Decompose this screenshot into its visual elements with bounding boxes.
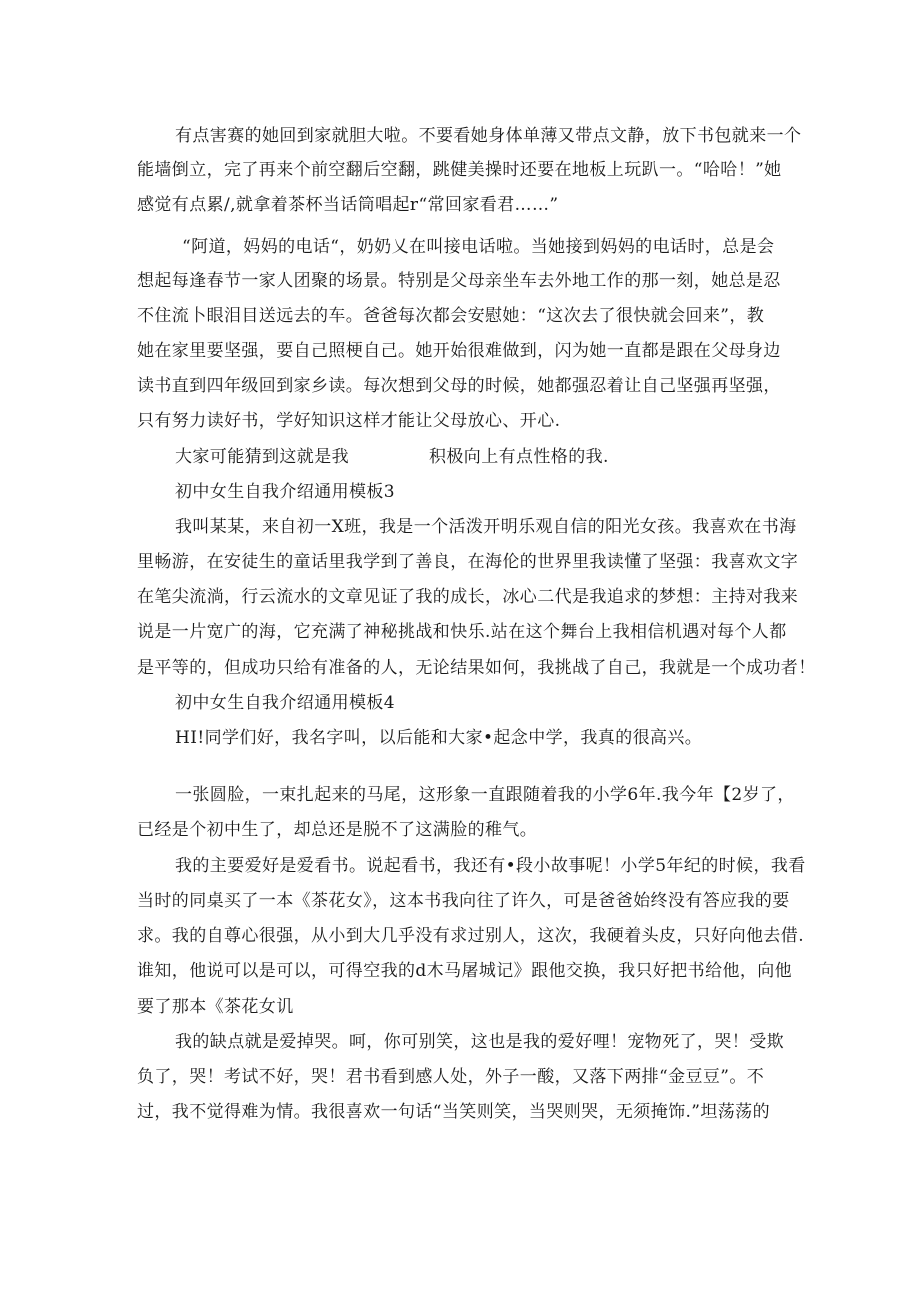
text-line <box>175 445 609 469</box>
text-line: 要了那本《茶花女讥 <box>137 997 294 1017</box>
text-line: 不住流卜眼泪目送远去的车。爸爸每次都会安慰她：“这次去了很快就会回来”，教 <box>137 306 765 326</box>
text-line: 过，我不觉得难为情。我很喜欢一句话“当笑则笑，当哭则哭，无须掩饰.”坦荡荡的 <box>137 1102 770 1122</box>
text-line: 已经是个初中生了，却总还是脱不了这满脸的稚气。 <box>137 820 538 840</box>
text-line: 说是一片宽广的海，它充满了神秘挑战和快乐.站在这个舞台上我相信机遇对每个人都 <box>137 622 787 642</box>
text-line: 我的主要爱好是爱看书。说起看书，我还有•段小故事呢！小学5年纪的时候，我看 <box>175 856 806 876</box>
text-line: 求。我的自尊心很强，从小到大几乎没有求过别人，这次，我硬着头皮，只好向他去借. <box>137 926 805 946</box>
text-line: 一张圆脸，一束扎起来的马尾，这形象一直跟随着我的小学6年.我今年【2岁了， <box>175 785 795 805</box>
text-line: 我的缺点就是爱掉哭。呵，你可别笑，这也是我的爱好哩！宠物死了，哭！受欺 <box>175 1032 784 1052</box>
section-heading: 初中女生自我介绍通用模板4 <box>175 693 396 713</box>
text-line: 是平等的，但成功只给有准备的人，无论结果如何，我挑战了自己，我就是一个成功者！ <box>137 658 816 678</box>
text-line: 负了，哭！考试不好，哭！君书看到感人处，外子一酸，又落下两排“金豆豆”。不 <box>137 1067 765 1087</box>
text-line: 只有努力读好书，学好知识这样才能让父母放心、开心. <box>137 411 561 431</box>
text-line: 谁知，他说可以是可以，可得空我的d木马屠城记》跟他交换，我只好把书给他，向他 <box>137 961 793 981</box>
text-line: 她在家里要坚强，要自己照梗自己。她开始很难做到，闪为她一直都是跟在父母身边 <box>137 341 781 361</box>
text-line: 读书直到四年级回到家乡读。每次想到父母的时候，她都强忍着让自己坚强再坚强， <box>137 376 781 396</box>
text-line: 有点害赛的她回到家就胆大啦。不要看她身体单薄又带点文静，放下书包就来一个 <box>175 126 802 146</box>
text-line: 能墙倒立，完了再来个前空翻后空翻，跳健美操时还要在地板上玩趴一。“哈哈！”她 <box>137 160 782 180</box>
text-line: 想起每逢春节一家人团聚的场景。特别是父母亲坐车去外地工作的那一刻，她总是忍 <box>137 271 781 291</box>
text-segment: 大家可能猜到这就是我 <box>175 447 349 467</box>
text-line: 感觉有点累/,就拿着茶杯当话筒唱起r“常回家看君……” <box>137 195 559 215</box>
text-line: 里畅游，在安徒生的童话里我学到了善良，在海伦的世界里我读懂了坚强：我喜欢文字 <box>137 552 799 572</box>
text-line: 我叫某某，来自初一X班，我是一个活泼开明乐观自信的阳光女孩。我喜欢在书海 <box>175 517 797 537</box>
text-line: 当时的同桌买了一本《茶花女》，这本书我向往了许久，可是爸爸始终没有答应我的要 <box>137 891 790 911</box>
text-segment: 积极向上有点性格的我. <box>429 447 609 467</box>
text-line: “阿道，妈妈的电话“，奶奶乂在叫接电话啦。当她接到妈妈的电话时，总是会 <box>182 237 775 257</box>
section-heading: 初中女生自我介绍通用模板3 <box>175 482 396 502</box>
text-line: 在笔尖流淌，行云流水的文章见证了我的成长，冰心二代是我追求的梦想：主持对我来 <box>137 587 799 607</box>
text-line: HI!同学们好，我名字叫，以后能和大家•起念中学，我真的很高兴。 <box>175 728 703 748</box>
